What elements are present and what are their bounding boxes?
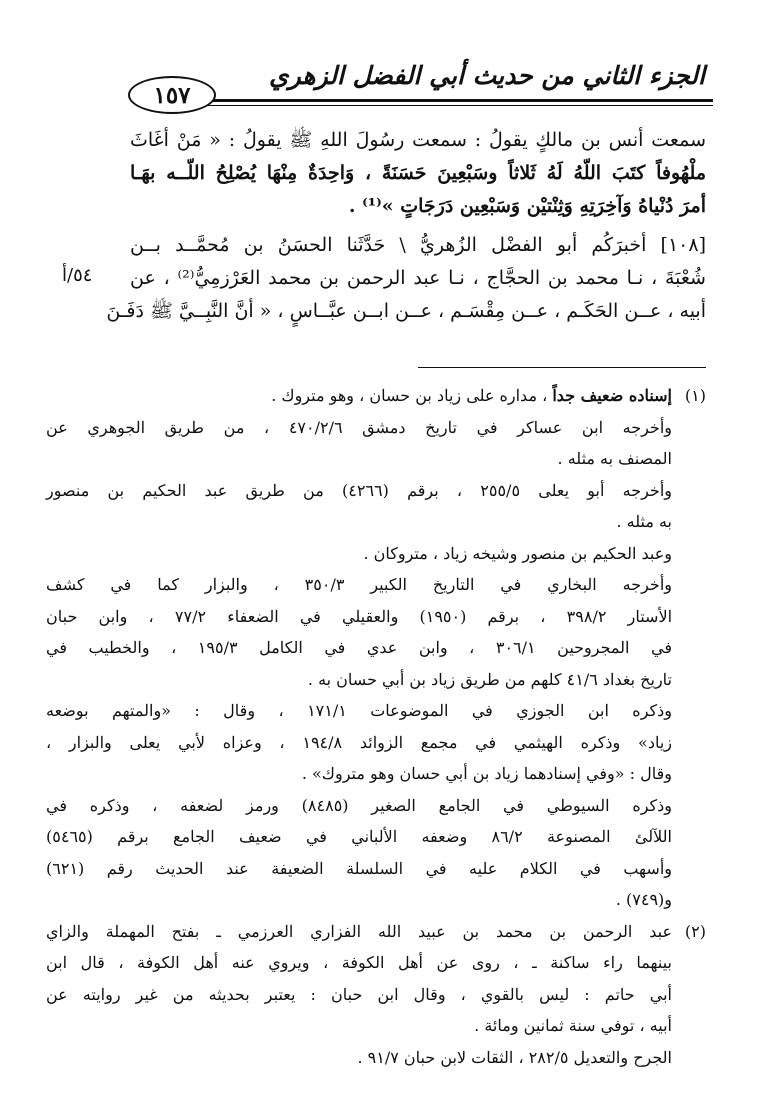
footnote-line: وذكره السيوطي في الجامع الصغير (٨٤٨٥) ورمز لضعفه ، وذكره في (46, 795, 672, 815)
footnote-line: وأخرجه أبو يعلى ٢٥٥/٥ ، برقم (٤٢٦٦) من طريق عبد الحكيم بن منصور (46, 480, 672, 500)
footnote-line (46, 380, 672, 412)
running-title: الجزء الثاني من حديث أبي الفضل الزهري (269, 61, 705, 90)
footnote-line: الأستار ٣٩٨/٢ ، برقم (١٩٥٠) والعقيلي في الضعفاء ٧٧/٢ ، وابن حبان (46, 606, 673, 626)
grading-label: إسناده ضعيف جداً (552, 386, 672, 405)
manuscript-folio-marker: ٥٤/أ (62, 265, 93, 286)
footnote-line: و(٧٤٩) . (615, 890, 672, 909)
main-text (106, 124, 706, 328)
footnote-line: وأخرجه ابن عساكر في تاريخ دمشق ٤٧٠/٢/٦ ، من طريق الجوهري عن (46, 417, 672, 437)
page-header (108, 54, 713, 114)
footnote-line: الجرح والتعديل ٢٨٢/٥ ، الثقات لابن حبان ٩١/٧ . (357, 1047, 672, 1067)
footnote-2 (46, 916, 706, 1074)
text-line: [١٠٨] أخبرَكُم أبو الفضْل الزُهريُّ \ حَدَّثَنا الحسَنُ بن مُحمَّــد بــن (130, 234, 706, 256)
footnote-line: أبي حاتم : ليس بالقوي ، وقال ابن حبان : يعتبر بحديثه من غير روايته عن (46, 984, 672, 1004)
footnote-number: (١) (684, 386, 706, 405)
footnote-line: عبد الرحمن بن محمد بن عبيد الله الفزاري العرزمي ـ بفتح المهملة والزاي (46, 921, 672, 941)
paragraph-hadith-end (130, 124, 706, 223)
footnote-line: وذكره ابن الجوزي في الموضوعات ١٧١/١ ، وقال : «والمتهم بوضعه (46, 701, 672, 720)
footnote-line: تاريخ بغداد ٤١/٦ كلهم من طريق زياد بن أبي حسان به . (307, 669, 672, 689)
footnote-line: به مثله . (616, 512, 672, 531)
footnote-text: ، مداره على زياد بن حسان ، وهو متروك . (271, 386, 553, 405)
text-line: أمرَ دُنْياهُ وَآخِرَتِهِ وَثِنْتيْن وَسَبْعِين دَرَجَاتٍ »⁽¹⁾ . (348, 195, 706, 217)
paragraph-hadith-108 (106, 229, 706, 328)
footnote-number: (٢) (684, 921, 706, 941)
text-line: شُعْبَةَ ، نـا محمد بن الحجَّاج ، نـا عبد الرحمن بن محمد العَرْزمِيُّ⁽²⁾ ، عن (130, 267, 706, 289)
footnote-line: وقال : «وفي إسنادهما زياد بن أبي حسان وهو متروك» . (301, 764, 672, 783)
footnote-line: أبيه ، توفي سنة ثمانين ومائة . (474, 1016, 672, 1035)
text-line: ملْهُوفاً كتَبَ اللّهُ لَهُ ثَلاثاً وسَبْعِينَ حَسَنَةً ، وَاحِدَةٌ مِنْهَا يُصْلِحُ اللّــه بهَـا (130, 162, 706, 184)
text-line: أبيه ، عــن الحَكَـم ، عــن مِقْسَـم ، عــن ابــن عبَّــاسٍ ، « أنَّ النَّبِــيَّ ﷺ دَفَـنَ (106, 300, 706, 322)
footnotes (46, 380, 706, 1073)
footnote-line: اللآلئ المصنوعة ٨٦/٢ وضعفه الألباني في ضعيف الجامع برقم (٥٤٦٥) (46, 827, 672, 846)
footnote-1 (46, 380, 706, 916)
page-number: ١٥٧ (128, 76, 216, 114)
header-rule (212, 99, 713, 102)
footnote-line: وأخرجه البخاري في التاريخ الكبير ٣٥٠/٣ ، والبزار كما في كشف (46, 575, 672, 594)
footnote-line: في المجروحين ٣٠٦/١ ، وابن عدي في الكامل ١٩٥/٣ ، والخطيب في (46, 638, 673, 657)
footnote-line: وأسهب في الكلام عليه في السلسلة الضعيفة عند الحديث رقم (٦٢١) (46, 858, 672, 878)
footnote-line: المصنف به مثله . (557, 449, 672, 468)
footnote-line: زياد» وذكره الهيثمي في مجمع الزوائد ١٩٤/٨ ، وعزاه لأبي يعلى والبزار ، (46, 732, 672, 752)
footnote-line: بينهما راء ساكنة ـ ، روى عن أهل الكوفة ، ويروي عنه أهل الكوفة ، قال ابن (46, 953, 672, 972)
text-line: سمعت أنس بن مالكٍ يقولُ : سمعت رسُولَ اللهِ ﷺ يقولُ : « مَنْ أغَاثَ (130, 129, 706, 151)
footnote-line: وعبد الحكيم بن منصور وشيخه زياد ، متروكان . (363, 543, 672, 563)
header-rule-thin (208, 105, 713, 106)
footnote-separator (418, 367, 706, 368)
